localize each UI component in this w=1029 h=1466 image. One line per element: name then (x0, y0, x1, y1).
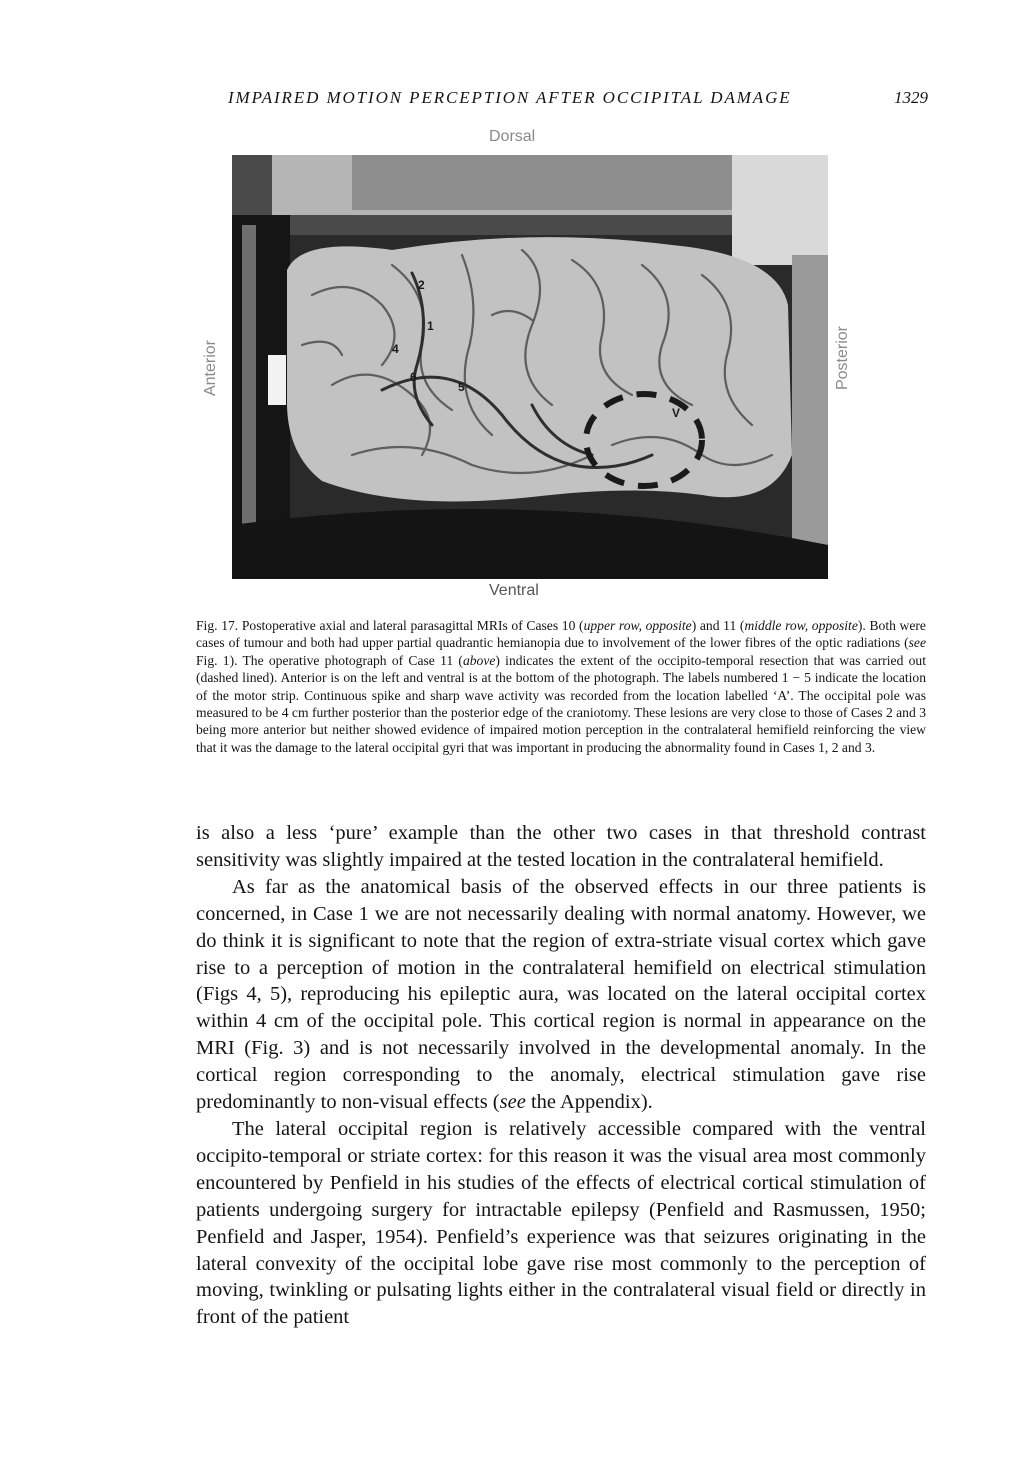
caption-italic: see (908, 635, 926, 651)
caption-text: ) indicates the extent of the occipito-temporal resection that was carried out (dashed lined). Anterior is on the left and ventral is at the bottom of the photograph. The labels numbered 1 − 5 indicate the location of the motor strip. Continuous spike and sharp wave activity was recorded from the location labelled ‘A’. The occipital pole was measured to be 4 cm further posterior than the posterior edge of the craniotomy. These lesions are very close to those of Cases 2 and 3 being more anterior but neither showed evidence of impaired motion perception in the contralateral hemifield reinforcing the view that it was the damage to the lateral occipital gyri that was important in producing the abnormality found in Cases 1, 2 and 3. (196, 652, 926, 755)
body-paragraph-3: The lateral occipital region is relatively accessible compared with the ventral occipito-temporal or striate cortex: for this reason it was the visual area most commonly encountered by Penfield in his studies of the effects of electrical cortical stimulation of patients undergoing surgery for intractable epilepsy (Penfield and Rasmussen, 1950; Penfield and Jasper, 1954). Penfield’s experience was that seizures originating in the lateral convexity of the occipital lobe gave rise most commonly to the perception of moving, twinkling or pulsating lights either in the contralateral visual field or directly in front of the patient (196, 1117, 926, 1329)
photo-strip-label-5: 5 (458, 380, 465, 394)
figure-label-anterior: Anterior (202, 339, 219, 397)
operative-photograph-graphic (232, 155, 828, 579)
caption-text: ). Both were cases of tumour and both had upper partial quadrantic hemianopia due to involvement of the lower fibres of the optic radiations ( (196, 618, 926, 651)
figure-label-posterior: Posterior (834, 325, 851, 391)
caption-text: Fig. 1). The operative photograph of Case 11 ( (196, 652, 463, 668)
figure-label-dorsal: Dorsal (489, 128, 536, 145)
caption-text: ) and 11 ( (691, 618, 745, 633)
caption-italic: upper row, opposite (583, 618, 692, 633)
photo-strip-label-6: 6 (410, 370, 417, 384)
caption-italic: above (462, 652, 496, 668)
running-title: IMPAIRED MOTION PERCEPTION AFTER OCCIPITAL DAMAGE (228, 88, 792, 107)
body-text (196, 820, 926, 1331)
running-head (228, 88, 928, 116)
caption-italic: middle row, opposite (744, 618, 858, 633)
photo-strip-label-1: 1 (427, 319, 434, 333)
photo-label-v: V (672, 406, 681, 420)
figure-caption (196, 617, 926, 756)
photo-strip-label-4: 4 (392, 342, 399, 356)
figure-label-ventral: Ventral (489, 582, 539, 599)
body-paragraph-2: As far as the anatomical basis of the observed effects in our three patients is concerned, in Case 1 we are not necessarily dealing with normal anatomy. However, we do think it is significant to note that the region of extra-striate visual cortex which gave rise to a perception of motion in the contralateral hemifield on electrical stimulation (Figs 4, 5), reproducing his epileptic aura, was located on the lateral occipital cortex within 4 cm of the occipital pole. This cortical region is normal in appearance on the MRI (Fig. 3) and is not necessarily involved in the developmental anomaly. In the cortical region corresponding to the anomaly, electrical stimulation gave rise predominantly to non-visual effects (see the Appendix). (196, 875, 926, 1114)
page-number: 1329 (894, 88, 928, 107)
photo-strip-label-2: 2 (418, 278, 425, 292)
body-paragraph-1: is also a less ‘pure’ example than the other two cases in that threshold contrast sensitivity was slightly impaired at the tested location in the contralateral hemifield. (196, 822, 926, 871)
caption-label: Fig. 17. (196, 618, 239, 633)
operative-photograph (232, 155, 828, 579)
caption-text: Postoperative axial and lateral parasagittal MRIs of Cases 10 ( (238, 618, 584, 633)
